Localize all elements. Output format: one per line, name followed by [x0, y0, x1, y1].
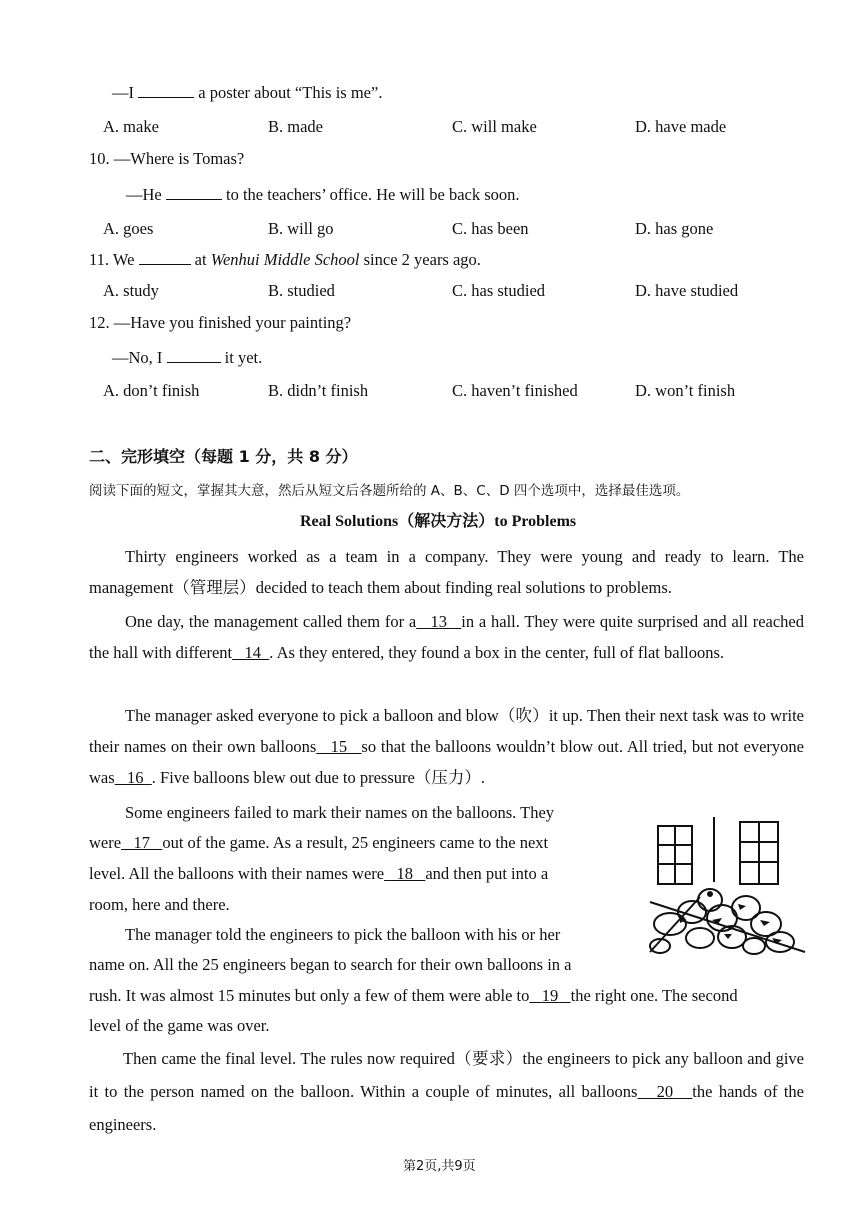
section-instruction: 阅读下面的短文，掌握其大意，然后从短文后各题所给的 A、B、C、D 四个选项中，选择最佳选项。 [89, 483, 690, 499]
passage-paragraph-1: Thirty engineers worked as a team in a company. They were young and ready to learn. The management（管理层）decided to teach them about finding real solutions to problems. [89, 547, 804, 597]
q10-option-a: A. goes [103, 219, 154, 238]
q9-stem [112, 82, 382, 103]
p4-line-3: level. All the balloons with their names were 18 and then put into a [89, 864, 549, 883]
q11-option-c: C. has studied [452, 281, 546, 300]
blank-19: 19 [541, 986, 559, 1005]
q9-option-a: A. make [103, 117, 159, 136]
q10-option-d: D. has gone [635, 219, 714, 238]
q12-line2-post: it yet. [224, 348, 263, 367]
q9-stem-post: a poster about “This is me”. [198, 83, 383, 102]
passage-paragraph-3 [89, 700, 804, 793]
q11-stem-mid: at [194, 250, 207, 269]
p2-text-a: One day, the management called them for a [125, 612, 417, 631]
q12-option-d: D. won’t finish [635, 381, 736, 400]
answer-blank [139, 249, 191, 265]
q11-stem-post: since 2 years ago. [363, 250, 481, 269]
q10-option-c: C. has been [452, 219, 529, 238]
q10-line2-post: to the teachers’ office. He will be back soon. [226, 185, 520, 204]
answer-blank [138, 82, 194, 98]
p6-text-a: Then came the final level. The rules now required（要求）the engineers to pick any balloon and give it to the person named on the balloon. Within a couple of minutes, all balloons [89, 1049, 804, 1101]
blank-18: 18 [396, 864, 413, 883]
q12-option-c: C. haven’t finished [452, 381, 578, 400]
section-heading: 二、完形填空（每题 1 分，共 8 分） [89, 447, 358, 466]
blank-14: 14 [244, 643, 261, 662]
p5-line-4: level of the game was over. [89, 1016, 270, 1035]
p4-line-2: were 17 out of the game. As a result, 25 engineers came to the next [89, 833, 549, 852]
p3-text-b: so that the balloons wouldn’t blow out. All tried, but not everyone was [89, 737, 805, 787]
q11-option-b: B. studied [268, 281, 335, 300]
passage-paragraph-6 [89, 1042, 804, 1141]
p3-text-a: The manager asked everyone to pick a balloon and blow（吹）it up. Then their next task was to write their names on their own balloons [89, 706, 804, 756]
q9-option-c: C. will make [452, 117, 537, 136]
q9-stem-pre: —I [112, 83, 134, 102]
q11-stem [89, 249, 481, 270]
p4-line-1: Some engineers failed to mark their names on the balloons. They [125, 803, 555, 822]
q10-stem: 10. —Where is Tomas? [89, 149, 245, 168]
answer-blank [166, 184, 222, 200]
blank-20: 20 [656, 1082, 674, 1101]
p3-text-c: . Five balloons blew out due to pressure（压力）. [151, 768, 485, 787]
p5-line-2: name on. All the 25 engineers began to search for their own balloons in a [89, 955, 572, 974]
p2-text-c: . As they entered, they found a box in the center, full of flat balloons. [269, 643, 725, 662]
p4-line-4: room, here and there. [89, 895, 230, 914]
q11-stem-pre: 11. We [89, 250, 135, 269]
q12-line2 [112, 347, 262, 368]
answer-blank [167, 347, 221, 363]
p2-text-b: in a hall. They were quite surprised and all reached the hall with different [89, 612, 805, 662]
q12-option-b: B. didn’t finish [268, 381, 369, 400]
q10-option-b: B. will go [268, 219, 334, 238]
p6-text-b: the hands of the engineers. [89, 1082, 805, 1134]
blank-13: 13 [430, 612, 447, 631]
q12-line2-pre: —No, I [112, 348, 163, 367]
blank-16: 16 [127, 768, 144, 787]
passage-title: Real Solutions（解决方法）to Problems [300, 513, 577, 530]
p5-line-1: The manager told the engineers to pick the balloon with his or her [125, 925, 561, 944]
q11-school-name: Wenhui Middle School [210, 250, 360, 269]
balloons-room-illustration [640, 812, 810, 962]
blank-15: 15 [330, 737, 348, 756]
q10-line2-pre: —He [126, 185, 162, 204]
q12-option-a: A. don’t finish [103, 381, 200, 400]
q9-option-d: D. have made [635, 117, 727, 136]
p5-line-3: rush. It was almost 15 minutes but only a few of them were able to 19 the right one. The second [89, 986, 738, 1005]
q12-stem: 12. —Have you finished your painting? [89, 313, 352, 332]
page-number: 第2页,共9页 [403, 1159, 476, 1174]
q11-option-a: A. study [103, 281, 159, 300]
q11-option-d: D. have studied [635, 281, 739, 300]
q10-line2 [126, 184, 520, 205]
blank-17: 17 [133, 833, 150, 852]
passage-paragraph-2 [89, 606, 804, 668]
q9-option-b: B. made [268, 117, 323, 136]
